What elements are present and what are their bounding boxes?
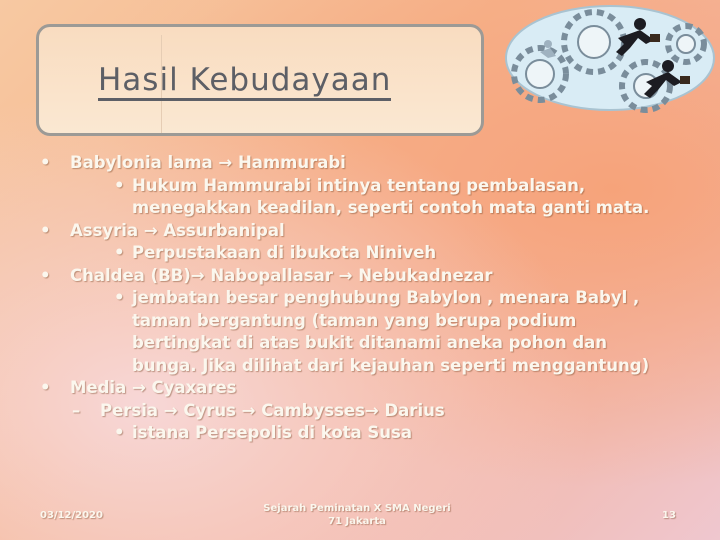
gears-clipart [490,4,716,122]
arrow-right-icon: → [338,265,353,285]
list-item: • Media → Cyaxares [28,377,698,400]
list-item: – Persia → Cyrus → Cambysses→ Darius [28,400,698,423]
arrow-right-icon: → [131,378,146,397]
bullet-icon: • [40,220,51,240]
slide-body [28,152,698,445]
bullet-icon: • [114,175,125,195]
arrow-right-icon: → [143,220,158,240]
slide-title: Hasil Kebudayaan [98,62,391,101]
list-item: • Assyria → Assurbanipal [28,220,698,243]
bullet-icon: • [40,378,51,397]
arrow-right-icon: → [190,265,205,285]
bullet-icon: • [114,243,125,262]
list-item: • Hukum Hammurabi intinya tentang pembalasan, menegakkan keadilan, seperti contoh mata ganti mata. [114,175,650,217]
list-item: • Perpustakaan di ibukota Niniveh [28,242,698,265]
arrow-right-icon: → [163,400,178,420]
arrow-right-icon: → [241,400,256,420]
footer-text: Sejarah Peminatan X SMA Negeri 71 Jakarta [263,503,451,527]
bullet-icon: • [40,153,51,172]
bullet-icon: • [114,423,125,442]
bullet-icon: • [114,288,125,307]
list-item: • Babylonia lama → Hammurabi [28,152,698,175]
arrow-right-icon: → [218,153,233,172]
footer-date: 03/12/2020 [40,510,103,521]
dash-icon: – [72,400,81,420]
arrow-right-icon: → [364,400,379,420]
list-item: • Chaldea (BB)→ Nabopallasar → Nebukadnezar [28,265,698,288]
list-item: • istana Persepolis di kota Susa [28,422,698,445]
bullet-icon: • [40,265,51,285]
list-item: • jembatan besar penghubung Babylon , menara Babyl , taman bergantung (taman yang berupa podium bertingkat di atas bukit ditanami aneka pohon dan bunga. Jika dilihat dari kejauhan seperti menggantung) [114,288,650,375]
slide-number: 13 [662,510,676,521]
